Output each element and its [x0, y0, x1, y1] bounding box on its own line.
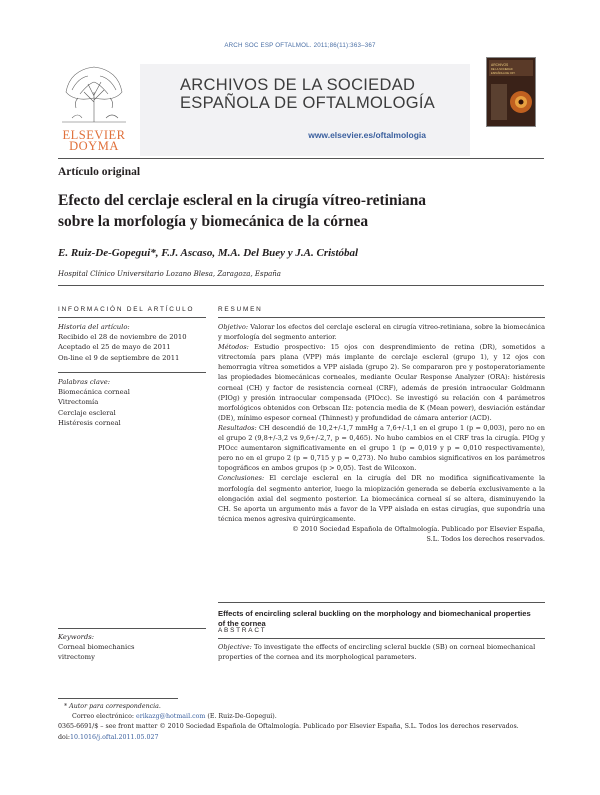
keywords-en-rule: [58, 628, 206, 629]
abstract-heading: ABSTRACT: [218, 627, 267, 634]
publisher-line1: ELSEVIER: [62, 128, 126, 142]
publisher-line2: DOYMA: [69, 139, 119, 153]
online-date: On-line el 9 de septiembre de 2011: [58, 353, 180, 362]
publisher-name: [58, 130, 130, 152]
affiliation-rule: [58, 285, 544, 286]
journal-reference: ARCH SOC ESP OFTALMOL. 2011;86(11):363–367: [224, 42, 376, 49]
svg-text:ESPAÑOLA DE OFT.: ESPAÑOLA DE OFT.: [491, 72, 516, 75]
cover-title: ARCHIVOS: [491, 63, 509, 67]
english-section-rule: [218, 602, 545, 603]
keywords-block: [58, 377, 208, 428]
keyword-en: Corneal biomechanics: [58, 643, 135, 652]
english-title: Effects of encircling scleral buckling on the morphology and biomechanical properties of the cornea: [218, 609, 531, 628]
received-date: Recibido el 28 de noviembre de 2010: [58, 333, 187, 342]
article-info-rule: [58, 317, 206, 318]
article-title: [58, 190, 544, 232]
article-type: Artículo original: [58, 166, 141, 178]
article-title-line1: Efecto del cerclaje escleral en la cirugía vítreo-retiniana: [58, 192, 427, 209]
keywords-label: Palabras clave:: [58, 378, 111, 386]
footnote: [58, 702, 544, 743]
journal-title-line2: ESPAÑOLA DE OFTALMOLOGÍA: [180, 94, 436, 112]
keywords-en-label: Keywords:: [58, 633, 95, 641]
svg-text:DE LA SOCIEDAD: DE LA SOCIEDAD: [491, 68, 513, 71]
header-rule: [58, 158, 544, 159]
article-history: [58, 322, 208, 363]
accepted-date: Aceptado el 25 de mayo de 2011: [58, 343, 171, 352]
journal-cover-image: [486, 57, 536, 127]
resultados-text: CH descendió de 10,2+/-1,7 mmHg a 7,6+/-1,1 en el grupo 1 (p = 0,003), pero no en el grupo 2 (9,8+/-3,2 vs 9,6+/-2,7, p = 0,465). No hubo cambios en el CRF tras la cirugía. PIOg y PIOcc aumentaron significativamente en el grupo 1 (p = 0,019 y p = 0,010 respectivamente), pero no en el grupo 2 (p = 0,715 y p = 0,273). No hubo cambios significativos en los parámetros topográficos en ambos grupos (p > 0,05). Test de Wilcoxon.: [218, 423, 545, 473]
elsevier-tree-icon: [58, 62, 130, 124]
objetivo-text: Valorar los efectos del cerclaje escleral en cirugía vitreo-retiniana, sobre la biomecánica y morfología del segmento anterior.: [218, 323, 545, 342]
author-list: E. Ruiz-De-Gopegui*, F.J. Ascaso, M.A. Del Buey y J.A. Cristóbal: [58, 247, 359, 259]
journal-title: [180, 76, 435, 112]
conclusiones-text: El cerclaje escleral en la cirugía del DR no modifica significativamente la morfología del segmento anterior, luego la miopización generada se debería exclusivamente a la elongación axial del segmento posterior. La biomecánica corneal sí se altera, disminuyendo la CH. Se aporta un argumento más a favor de la VPP aislada en estas cirugías, que supondría una técnica menos agresiva quirúrgicamente.: [218, 474, 545, 523]
corresponding-author-note: * Autor para correspondencia.: [64, 703, 161, 710]
issn-line: 0365-6691/$ – see front matter © 2010 Sociedad Española de Oftalmología. Publicado por Elsevier España, S.L. Todos los derechos reservados.: [58, 723, 519, 731]
keyword: Histéresis corneal: [58, 418, 121, 427]
history-rule: [58, 372, 206, 373]
email-link[interactable]: erikazg@hotmail.com: [135, 713, 206, 721]
keyword: Cerclaje escleral: [58, 408, 116, 417]
objective-text: To investigate the effects of encircling scleral buckle (SB) on corneal biomechanical properties of the cornea and its morphological parameters.: [218, 643, 536, 661]
journal-title-line1: ARCHIVOS DE LA SOCIEDAD: [180, 76, 416, 94]
metodos-text: Estudio prospectivo: 15 ojos con desprendimiento de retina (DR), sometidos a vitrectomía pars plana (VPP) más implante de cerclaje escleral (grupo 1), y 12 ojos con hemorragia vítrea sometidos a VPP aislada (grupo 2). Se compararon pre y postoperatoriamente las propiedades biomecánicas corneales, mediante Ocular Response Analyzer (ORA): histéresis corneal (CH) y factor de resistencia corneal (CRF), además de presión intraocular Goldmann (PIOg) y presión intraocular compensada (PIOcc). Se investigó su relación con 4 parámetros morfológicos obtenidos con Orbscan IIz: potencia media de K (Mean power), desviación estándar (DE), mínimo espesor corneal (Thinnest) y profundidad de cámara anterior (ACD).: [218, 343, 545, 422]
cover-art-icon: [487, 58, 535, 126]
objetivo-label: Objetivo:: [218, 323, 249, 331]
doi-label: doi:: [58, 733, 70, 741]
article-title-line2: sobre la morfología y biomecánica de la córnea: [58, 213, 369, 230]
objective-label: Objective:: [218, 643, 252, 651]
keyword: Vitrectomía: [58, 398, 99, 407]
keyword: Biomecánica corneal: [58, 388, 130, 397]
keyword-en: vitrectomy: [58, 653, 95, 662]
resultados-label: Resultados:: [218, 423, 257, 432]
article-info-heading: INFORMACIÓN DEL ARTÍCULO: [58, 306, 195, 313]
metodos-label: Métodos:: [218, 343, 249, 352]
affiliation: Hospital Clínico Universitario Lozano Blesa, Zaragoza, España: [58, 270, 281, 278]
doi-link[interactable]: 10.1016/j.oftal.2011.05.027: [69, 733, 159, 741]
history-label: Historia del artículo:: [58, 323, 130, 331]
abstract-rule: [218, 638, 545, 639]
english-keywords: [58, 632, 208, 663]
resumen-text: [218, 322, 545, 544]
email-label: Correo electrónico:: [72, 713, 136, 721]
journal-url-link[interactable]: www.elsevier.es/oftalmologia: [308, 130, 426, 140]
english-abstract: [218, 642, 545, 662]
email-owner: (E. Ruiz-De-Gopegui).: [205, 713, 277, 721]
footnote-rule: [58, 698, 178, 699]
elsevier-logo: [58, 62, 130, 158]
resumen-heading: RESUMEN: [218, 306, 263, 313]
conclusiones-label: Conclusiones:: [218, 474, 265, 483]
copyright: © 2010 Sociedad Española de Oftalmología. Publicado por Elsevier España, S.L. Todos los derechos reservados.: [292, 524, 545, 543]
resumen-rule: [218, 317, 545, 318]
journal-masthead: [140, 64, 470, 156]
